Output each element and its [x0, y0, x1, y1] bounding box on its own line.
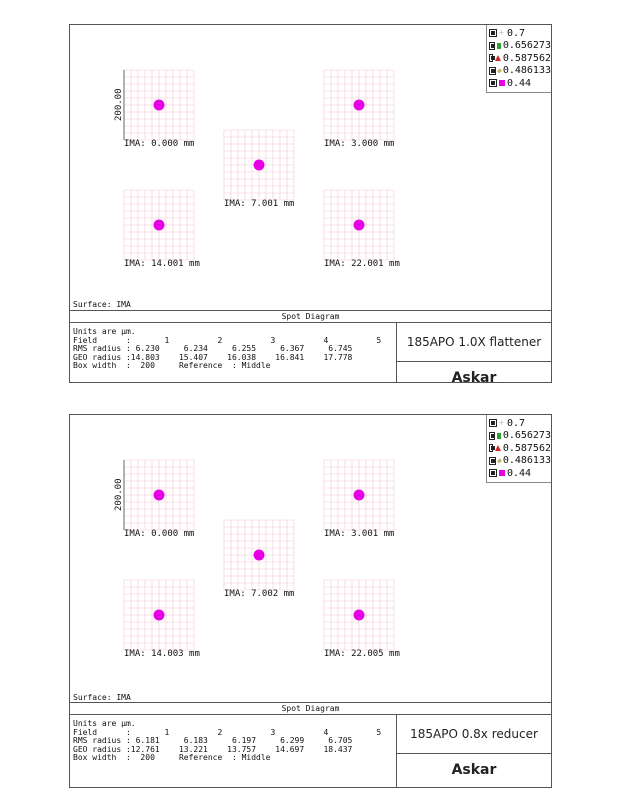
spot-box: [324, 460, 394, 530]
plot-caption: Spot Diagram: [70, 310, 551, 323]
square-marker-icon: [497, 43, 501, 49]
spot-point: [254, 160, 265, 171]
info-line: Field : 1 2 3 4 5: [73, 335, 382, 345]
info-line: Units are µm.: [73, 719, 136, 728]
triangle-marker-icon: [495, 445, 501, 451]
legend-item[interactable]: 0.486133: [489, 65, 551, 78]
spot-stats-text: [70, 715, 397, 787]
field-label-3: IMA: 7.002 mm: [224, 589, 295, 599]
plus-marker-icon: +: [499, 28, 504, 38]
square-marker-icon: [499, 470, 505, 476]
spot-point: [354, 220, 365, 231]
legend-item[interactable]: 0.656273: [489, 430, 551, 443]
spot-diagram-panel-1: [69, 24, 552, 386]
field-label-5: IMA: 22.001 mm: [324, 259, 400, 269]
field-label-1: IMA: 0.000 mm: [124, 529, 195, 539]
legend-item[interactable]: + 0.7: [489, 27, 551, 40]
square-marker-icon: [499, 80, 505, 86]
plus-marker-icon: +: [499, 418, 504, 428]
field-label-4: IMA: 14.003 mm: [124, 649, 200, 659]
config-title: 185APO 1.0X flattener: [397, 323, 551, 362]
info-line: RMS radius : 6.230 6.234 6.255 6.367 6.745: [73, 344, 353, 354]
triangle-marker-icon: [495, 55, 501, 61]
spot-stats-text: [70, 323, 397, 382]
diamond-marker-icon: [497, 458, 502, 463]
info-line: GEO radius :12.761 13.221 13.757 14.697 18.437: [73, 744, 353, 754]
spot-point: [154, 100, 165, 111]
spot-point: [154, 610, 165, 621]
info-line: RMS radius : 6.181 6.183 6.197 6.299 6.705: [73, 736, 353, 746]
legend-item[interactable]: 0.656273: [489, 40, 551, 53]
config-title: 185APO 0.8x reducer: [397, 715, 551, 754]
legend-item[interactable]: + 0.7: [489, 417, 551, 430]
field-label-5: IMA: 22.005 mm: [324, 649, 400, 659]
spot-point: [254, 550, 265, 561]
spot-point: [354, 610, 365, 621]
spot-box: [124, 190, 194, 260]
field-label-4: IMA: 14.001 mm: [124, 259, 200, 269]
checkbox-icon[interactable]: [489, 67, 496, 75]
title-block: [397, 323, 551, 393]
checkbox-icon[interactable]: [489, 469, 497, 477]
y-axis-label: 200.00: [114, 88, 124, 121]
wavelength-legend-1: [486, 25, 551, 93]
checkbox-icon[interactable]: [489, 419, 497, 427]
checkbox-icon[interactable]: [489, 54, 493, 62]
checkbox-icon[interactable]: [489, 79, 497, 87]
legend-item[interactable]: 0.44: [489, 77, 551, 90]
plot-caption: Spot Diagram: [70, 702, 551, 715]
checkbox-icon[interactable]: [489, 432, 495, 440]
spot-point: [154, 220, 165, 231]
spot-box: [124, 460, 194, 530]
legend-item[interactable]: 0.44: [489, 467, 551, 480]
spot-box: [324, 70, 394, 140]
field-label-1: IMA: 0.000 mm: [124, 139, 195, 149]
spot-box: [124, 580, 194, 650]
info-line: GEO radius :14.803 15.407 16.038 16.841 17.778: [73, 352, 353, 362]
wavelength-legend-2: [486, 415, 551, 483]
info-line: Box width : 200 Reference : Middle: [73, 361, 271, 371]
title-block: [397, 715, 551, 785]
field-label-2: IMA: 3.000 mm: [324, 139, 395, 149]
spot-box: [224, 130, 294, 200]
diamond-marker-icon: [497, 68, 502, 73]
spot-box: [124, 70, 194, 140]
checkbox-icon[interactable]: [489, 444, 493, 452]
spot-point: [154, 490, 165, 501]
spot-point: [354, 100, 365, 111]
field-label-3: IMA: 7.001 mm: [224, 199, 295, 209]
spot-box: [324, 190, 394, 260]
checkbox-icon[interactable]: [489, 29, 497, 37]
info-line: Field : 1 2 3 4 5: [73, 727, 382, 737]
checkbox-icon[interactable]: [489, 42, 495, 50]
spot-box: [324, 580, 394, 650]
spot-point: [354, 490, 365, 501]
square-marker-icon: [497, 433, 501, 439]
surface-label: Surface: IMA: [73, 693, 131, 702]
spot-diagram-panel-2: [69, 414, 552, 788]
checkbox-icon[interactable]: [489, 457, 496, 465]
spot-box: [224, 520, 294, 590]
surface-label: Surface: IMA: [73, 300, 131, 309]
brand-logo: Askar: [451, 369, 497, 386]
legend-item[interactable]: 0.486133: [489, 455, 551, 468]
field-label-2: IMA: 3.001 mm: [324, 529, 395, 539]
legend-item[interactable]: 0.587562: [489, 52, 551, 65]
info-line: Units are µm.: [73, 327, 136, 336]
brand-logo: Askar: [451, 761, 497, 778]
info-line: Box width : 200 Reference : Middle: [73, 753, 271, 763]
y-axis-label: 200.00: [114, 478, 124, 511]
legend-item[interactable]: 0.587562: [489, 442, 551, 455]
